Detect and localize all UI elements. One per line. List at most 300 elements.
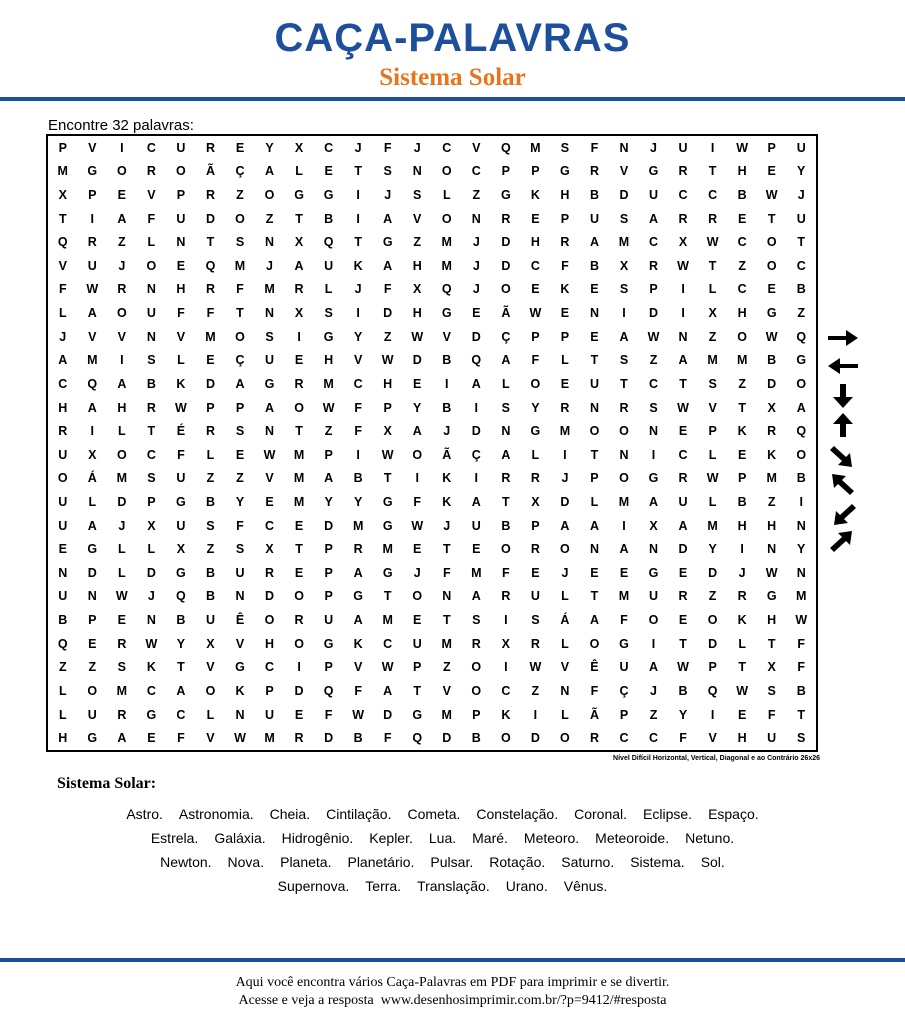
grid-cell: R: [678, 164, 688, 179]
grid-cell: B: [678, 683, 688, 698]
grid-cell: F: [502, 565, 510, 580]
grid-cell: O: [116, 447, 127, 462]
grid-cell: X: [88, 447, 97, 462]
grid-cell: L: [58, 306, 67, 321]
grid-cell: P: [235, 400, 245, 415]
word-item: Nova.: [227, 854, 265, 870]
grid-cell: R: [619, 400, 629, 415]
word-item: Cheia.: [269, 806, 311, 822]
grid-cell: E: [413, 613, 422, 628]
grid-cell: L: [58, 683, 67, 698]
grid-cell: G: [87, 731, 98, 746]
grid-cell: F: [413, 495, 422, 510]
grid-cell: G: [87, 542, 98, 557]
grid-cell: P: [708, 424, 717, 439]
word-list-line: [40, 850, 845, 874]
grid-cell: W: [234, 731, 246, 746]
grid-cell: O: [441, 164, 452, 179]
grid-cell: D: [708, 565, 718, 580]
grid-cell: T: [383, 471, 392, 486]
grid-cell: O: [619, 424, 629, 439]
grid-cell: W: [706, 471, 719, 486]
grid-cell: E: [206, 353, 215, 368]
grid-cell: R: [205, 282, 215, 297]
grid-cell: R: [205, 188, 215, 203]
grid-cell: D: [767, 376, 777, 391]
grid-cell: W: [322, 400, 335, 415]
grid-cell: B: [205, 565, 215, 580]
word-search-grid: [46, 134, 818, 752]
grid-cell: U: [649, 589, 659, 604]
grid-cell: L: [561, 636, 569, 651]
page-subtitle: Sistema Solar: [379, 64, 526, 91]
grid-cell: N: [58, 565, 68, 580]
grid-cell: C: [146, 140, 156, 155]
grid-cell: D: [619, 188, 629, 203]
grid-cell: I: [710, 140, 715, 155]
grid-cell: V: [206, 731, 215, 746]
grid-cell: R: [530, 471, 540, 486]
grid-cell: U: [796, 140, 806, 155]
grid-cell: P: [324, 660, 333, 675]
grid-cell: E: [265, 495, 274, 510]
grid-cell: O: [264, 188, 275, 203]
grid-cell: H: [737, 731, 747, 746]
grid-cell: K: [442, 471, 452, 486]
grid-cell: T: [738, 660, 746, 675]
grid-cell: B: [737, 188, 747, 203]
grid-cell: R: [649, 258, 659, 273]
grid-cell: T: [354, 235, 362, 250]
grid-cell: X: [294, 235, 304, 250]
grid-cell: O: [471, 683, 482, 698]
grid-cell: Z: [738, 376, 746, 391]
grid-cell: E: [58, 542, 67, 557]
grid-cell: M: [559, 424, 571, 439]
grid-cell: H: [737, 164, 747, 179]
grid-cell: R: [117, 282, 127, 297]
grid-cell: O: [648, 613, 659, 628]
grid-cell: M: [618, 495, 630, 510]
grid-cell: X: [649, 518, 658, 533]
grid-cell: V: [117, 329, 126, 344]
grid-cell: L: [58, 707, 67, 722]
grid-cell: O: [619, 471, 629, 486]
grid-cell: P: [531, 164, 540, 179]
grid-cell: A: [501, 447, 511, 462]
grid-cell: J: [147, 589, 155, 604]
grid-cell: E: [590, 282, 599, 297]
grid-cell: M: [116, 683, 128, 698]
grid-cell: O: [766, 258, 777, 273]
grid-cell: D: [678, 542, 688, 557]
grid-cell: G: [323, 329, 334, 344]
grid-cell: X: [767, 400, 776, 415]
grid-cell: I: [474, 400, 479, 415]
grid-cell: P: [472, 707, 481, 722]
word-item: Saturno.: [561, 854, 615, 870]
grid-cell: W: [381, 660, 394, 675]
grid-cell: J: [354, 282, 362, 297]
grid-cell: E: [235, 447, 245, 462]
grid-cell: G: [323, 188, 334, 203]
grid-cell: Ç: [501, 329, 511, 344]
bottom-divider: [0, 958, 905, 962]
grid-cell: K: [146, 660, 156, 675]
grid-cell: O: [589, 636, 600, 651]
grid-cell: Ç: [235, 353, 245, 368]
grid-cell: K: [560, 282, 570, 297]
grid-cell: E: [117, 613, 126, 628]
grid-cell: T: [295, 424, 303, 439]
grid-cell: D: [471, 329, 481, 344]
grid-cell: G: [294, 188, 304, 203]
grid-cell: M: [707, 353, 718, 368]
grid-cell: Ç: [471, 447, 481, 462]
grid-cell: V: [88, 329, 97, 344]
grid-cell: Z: [88, 660, 97, 675]
arrow-down-icon: [826, 384, 860, 408]
grid-cell: I: [474, 471, 479, 486]
grid-cell: A: [649, 495, 659, 510]
grid-cell: I: [297, 660, 301, 675]
grid-cell: T: [236, 306, 244, 321]
grid-cell: I: [681, 282, 685, 297]
grid-cell: M: [441, 636, 452, 651]
grid-cell: X: [383, 424, 392, 439]
grid-cell: N: [796, 565, 806, 580]
grid-cell: P: [383, 400, 392, 415]
grid-cell: X: [265, 542, 274, 557]
grid-cell: B: [589, 258, 599, 273]
grid-cell: L: [147, 542, 156, 557]
grid-cell: I: [710, 707, 715, 722]
grid-cell: U: [678, 495, 688, 510]
grid-cell: D: [501, 258, 511, 273]
grid-cell: S: [147, 471, 156, 486]
grid-cell: P: [413, 660, 422, 675]
grid-cell: Ã: [442, 447, 452, 462]
grid-cell: Y: [176, 636, 186, 651]
grid-cell: N: [146, 329, 156, 344]
grid-cell: Ç: [619, 683, 629, 698]
word-item: Planeta.: [280, 854, 332, 870]
grid-cell: X: [176, 542, 186, 557]
word-item: Hidrogênio.: [281, 830, 354, 846]
grid-cell: E: [531, 282, 540, 297]
grid-cell: G: [382, 495, 393, 510]
grid-cell: U: [796, 211, 806, 226]
grid-cell: D: [649, 306, 659, 321]
grid-cell: I: [651, 447, 656, 462]
grid-cell: V: [708, 731, 717, 746]
grid-cell: E: [413, 542, 422, 557]
grid-cell: D: [471, 424, 481, 439]
grid-cell: G: [441, 306, 452, 321]
grid-cell: A: [589, 518, 599, 533]
grid-cell: I: [356, 188, 360, 203]
grid-cell: O: [471, 660, 482, 675]
grid-cell: I: [740, 542, 744, 557]
word-item: Translação.: [417, 878, 490, 894]
grid-cell: R: [146, 164, 156, 179]
grid-cell: L: [442, 188, 451, 203]
grid-cell: X: [294, 306, 304, 321]
grid-cell: J: [266, 258, 273, 273]
grid-cell: Q: [176, 589, 186, 604]
grid-cell: D: [205, 376, 215, 391]
grid-cell: K: [530, 188, 540, 203]
grid-cell: E: [737, 447, 747, 462]
grid-cell: A: [87, 518, 97, 533]
grid-cell: I: [90, 424, 95, 439]
grid-cell: B: [737, 495, 747, 510]
grid-cell: V: [206, 660, 215, 675]
grid-cell: U: [589, 211, 599, 226]
grid-cell: Z: [708, 589, 717, 604]
grid-cell: A: [383, 683, 393, 698]
grid-cell: S: [649, 400, 658, 415]
grid-cell: A: [589, 613, 599, 628]
grid-cell: Y: [531, 400, 540, 415]
grid-cell: W: [677, 400, 689, 415]
grid-cell: E: [176, 258, 186, 273]
grid-cell: U: [87, 707, 97, 722]
grid-cell: J: [472, 235, 480, 250]
grid-cell: N: [649, 424, 659, 439]
word-item: Rotação.: [489, 854, 546, 870]
grid-cell: J: [413, 140, 421, 155]
grid-cell: D: [560, 495, 570, 510]
grid-cell: V: [235, 636, 245, 651]
grid-cell: D: [324, 518, 334, 533]
grid-cell: J: [443, 518, 451, 533]
grid-cell: F: [177, 731, 185, 746]
word-item: Sistema.: [630, 854, 685, 870]
word-item: Urano.: [505, 878, 548, 894]
grid-cell: P: [501, 164, 510, 179]
grid-cell: T: [797, 707, 806, 722]
grid-cell: T: [738, 400, 746, 415]
grid-cell: L: [708, 447, 717, 462]
grid-cell: A: [58, 353, 68, 368]
grid-cell: W: [352, 707, 365, 722]
grid-cell: D: [383, 707, 393, 722]
grid-cell: E: [117, 188, 126, 203]
grid-cell: I: [445, 376, 449, 391]
grid-cell: F: [797, 636, 806, 651]
grid-cell: Z: [118, 235, 126, 250]
grid-cell: M: [293, 471, 305, 486]
grid-cell: R: [353, 542, 363, 557]
grid-cell: B: [767, 353, 777, 368]
grid-cell: V: [708, 400, 717, 415]
grid-cell: Q: [412, 731, 423, 746]
grid-cell: A: [235, 376, 245, 391]
grid-cell: X: [413, 282, 422, 297]
grid-cell: G: [560, 164, 570, 179]
grid-cell: F: [767, 707, 776, 722]
grid-cell: U: [324, 258, 334, 273]
grid-cell: G: [87, 164, 98, 179]
grid-cell: W: [706, 235, 719, 250]
grid-cell: E: [590, 565, 599, 580]
grid-cell: Z: [383, 329, 392, 344]
grid-cell: O: [766, 235, 777, 250]
grid-cell: A: [87, 306, 97, 321]
grid-cell: T: [295, 211, 303, 226]
grid-cell: A: [471, 495, 481, 510]
grid-cell: Q: [323, 683, 334, 698]
grid-cell: G: [323, 636, 334, 651]
grid-cell: O: [87, 683, 98, 698]
grid-cell: J: [650, 140, 657, 155]
grid-cell: O: [57, 471, 68, 486]
grid-cell: G: [176, 565, 186, 580]
grid-cell: F: [354, 683, 362, 698]
grid-cell: E: [531, 565, 540, 580]
grid-cell: B: [796, 683, 806, 698]
grid-cell: O: [294, 636, 304, 651]
grid-cell: X: [294, 140, 304, 155]
grid-cell: N: [235, 707, 245, 722]
grid-cell: C: [383, 636, 393, 651]
grid-cell: T: [767, 211, 776, 226]
grid-cell: Z: [236, 188, 244, 203]
word-item: Meteoroide.: [595, 830, 670, 846]
grid-cell: T: [413, 683, 422, 698]
grid-cell: Q: [707, 683, 718, 698]
grid-cell: X: [58, 188, 67, 203]
grid-cell: D: [265, 589, 275, 604]
grid-cell: Y: [678, 707, 688, 722]
grid-cell: X: [501, 636, 510, 651]
grid-cell: A: [471, 376, 481, 391]
wordlist-title: Sistema Solar:: [57, 775, 157, 792]
grid-cell: G: [619, 636, 629, 651]
grid-cell: T: [442, 542, 451, 557]
grid-cell: R: [708, 211, 718, 226]
grid-cell: R: [560, 400, 570, 415]
grid-cell: Á: [87, 471, 97, 486]
grid-cell: Z: [797, 306, 806, 321]
grid-cell: A: [560, 518, 570, 533]
grid-cell: F: [324, 707, 333, 722]
grid-cell: A: [501, 353, 511, 368]
grid-cell: O: [500, 542, 511, 557]
word-item: Supernova.: [277, 878, 350, 894]
grid-cell: Q: [796, 424, 807, 439]
grid-cell: H: [383, 376, 393, 391]
grid-cell: S: [117, 660, 126, 675]
grid-cell: A: [294, 258, 304, 273]
grid-cell: W: [175, 400, 187, 415]
grid-cell: F: [177, 306, 185, 321]
grid-cell: C: [58, 376, 68, 391]
arrow-down-right-icon: [826, 444, 860, 468]
grid-cell: O: [530, 376, 541, 391]
grid-cell: Q: [796, 329, 807, 344]
grid-cell: O: [707, 613, 718, 628]
grid-cell: W: [529, 306, 542, 321]
grid-cell: B: [146, 376, 156, 391]
grid-cell: J: [561, 565, 569, 580]
grid-cell: M: [796, 589, 807, 604]
grid-cell: O: [796, 376, 807, 391]
grid-cell: I: [563, 447, 567, 462]
grid-cell: A: [353, 613, 363, 628]
arrow-up-left-icon: [826, 473, 860, 497]
grid-cell: Y: [353, 495, 363, 510]
grid-cell: T: [58, 211, 67, 226]
grid-cell: P: [619, 707, 629, 722]
grid-cell: T: [590, 589, 599, 604]
grid-cell: O: [294, 400, 304, 415]
grid-cell: U: [471, 518, 481, 533]
grid-cell: V: [442, 329, 451, 344]
grid-cell: B: [205, 589, 215, 604]
grid-cell: T: [620, 376, 628, 391]
grid-cell: C: [265, 518, 275, 533]
word-item: Eclipse.: [643, 806, 693, 822]
grid-cell: U: [58, 495, 68, 510]
grid-cell: F: [383, 140, 392, 155]
grid-cell: T: [147, 424, 156, 439]
grid-cell: G: [235, 660, 245, 675]
grid-cell: Q: [57, 235, 68, 250]
grid-cell: N: [412, 164, 422, 179]
word-item: Astronomia.: [178, 806, 254, 822]
grid-cell: S: [708, 376, 717, 391]
grid-cell: M: [441, 235, 452, 250]
grid-cell: U: [58, 518, 68, 533]
grid-cell: C: [146, 683, 156, 698]
grid-cell: R: [58, 424, 68, 439]
grid-cell: C: [324, 140, 334, 155]
grid-cell: J: [443, 424, 451, 439]
word-list-line: [40, 802, 845, 826]
grid-cell: R: [678, 589, 688, 604]
grid-cell: J: [59, 329, 67, 344]
grid-cell: C: [649, 731, 659, 746]
grid-cell: A: [176, 683, 186, 698]
grid-cell: S: [560, 140, 570, 155]
grid-cell: R: [294, 731, 304, 746]
grid-cell: Q: [471, 353, 482, 368]
grid-cell: B: [58, 613, 68, 628]
grid-cell: V: [353, 353, 363, 368]
grid-cell: F: [531, 353, 540, 368]
grid-cell: M: [736, 353, 748, 368]
grid-cell: F: [620, 613, 628, 628]
grid-cell: I: [90, 211, 95, 226]
grid-cell: Ã: [205, 164, 215, 179]
grid-cell: P: [147, 495, 156, 510]
word-item: Espaço.: [708, 806, 759, 822]
grid-cell: M: [293, 495, 305, 510]
grid-cell: T: [206, 235, 215, 250]
grid-cell: U: [146, 306, 156, 321]
grid-cell: W: [677, 258, 689, 273]
grid-cell: M: [264, 731, 275, 746]
grid-cell: M: [441, 258, 452, 273]
grid-cell: X: [767, 660, 776, 675]
grid-cell: N: [265, 424, 275, 439]
word-item: Cintilação.: [326, 806, 392, 822]
grid-cell: F: [561, 258, 569, 273]
grid-cell: X: [206, 636, 215, 651]
grid-cell: U: [678, 140, 688, 155]
